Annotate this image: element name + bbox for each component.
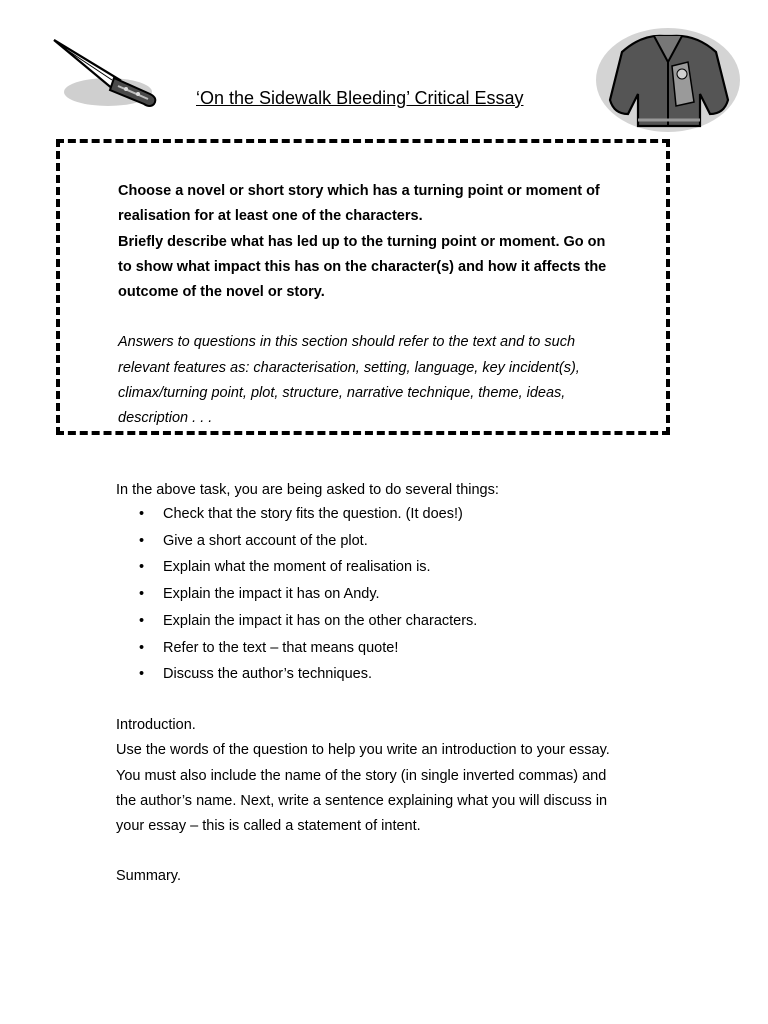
- essay-task-box: [56, 139, 670, 435]
- task-line: Briefly describe what has led up to the turning point or moment. Go on: [118, 233, 606, 250]
- list-item-text: Refer to the text – that means quote!: [163, 639, 399, 656]
- summary-heading: Summary.: [116, 868, 181, 885]
- paragraph-line: your essay – this is called a statement of intent.: [116, 818, 421, 835]
- bullet-icon: •: [139, 559, 145, 576]
- guidance-line: description . . .: [118, 410, 213, 427]
- task-checklist: [116, 501, 676, 688]
- task-instructions: [118, 179, 648, 305]
- jacket-icon: [592, 22, 742, 134]
- list-item: [116, 554, 676, 581]
- list-item: [116, 661, 676, 688]
- introduction-section: [116, 713, 676, 839]
- knife-icon: [50, 36, 162, 114]
- list-item: [116, 608, 676, 635]
- task-guidance: [118, 330, 648, 431]
- task-line: to show what impact this has on the character(s) and how it affects the: [118, 258, 607, 275]
- list-item-text: Discuss the author’s techniques.: [163, 666, 373, 683]
- task-line: realisation for at least one of the characters.: [118, 208, 423, 225]
- task-line: outcome of the novel or story.: [118, 284, 325, 301]
- task-line: Choose a novel or short story which has a turning point or moment of: [118, 183, 600, 199]
- guidance-line: relevant features as: characterisation, setting, language, key incident(s),: [118, 359, 580, 376]
- task-text: [118, 179, 648, 432]
- list-item-text: Give a short account of the plot.: [163, 532, 368, 549]
- page-title: ‘On the Sidewalk Bleeding’ Critical Essay: [196, 88, 524, 108]
- bullet-icon: •: [139, 506, 145, 522]
- list-item: [116, 581, 676, 608]
- list-item-text: Explain what the moment of realisation is.: [163, 559, 431, 576]
- bullet-icon: •: [139, 532, 145, 549]
- bullet-icon: •: [139, 666, 145, 683]
- guide-intro: In the above task, you are being asked to do several things:: [116, 482, 499, 498]
- section-heading: Introduction.: [116, 716, 196, 733]
- paragraph-line: the author’s name. Next, write a sentence explaining what you will discuss in: [116, 792, 608, 809]
- guidance-line: Answers to questions in this section should refer to the text and to such: [118, 334, 576, 351]
- bullet-icon: •: [139, 639, 145, 656]
- bullet-icon: •: [139, 586, 145, 603]
- bullet-icon: •: [139, 612, 145, 629]
- paragraph-line: You must also include the name of the story (in single inverted commas) and: [116, 767, 607, 784]
- list-item-text: Check that the story fits the question. (It does!): [163, 506, 463, 522]
- list-item: [116, 528, 676, 555]
- list-item-text: Explain the impact it has on the other characters.: [163, 612, 478, 629]
- list-item-text: Explain the impact it has on Andy.: [163, 586, 380, 603]
- essay-guidance: [116, 479, 676, 890]
- guidance-line: climax/turning point, plot, structure, narrative technique, theme, ideas,: [118, 385, 566, 402]
- paragraph-line: Use the words of the question to help you write an introduction to your essay.: [116, 742, 610, 759]
- list-item: [116, 635, 676, 662]
- list-item: [116, 501, 676, 528]
